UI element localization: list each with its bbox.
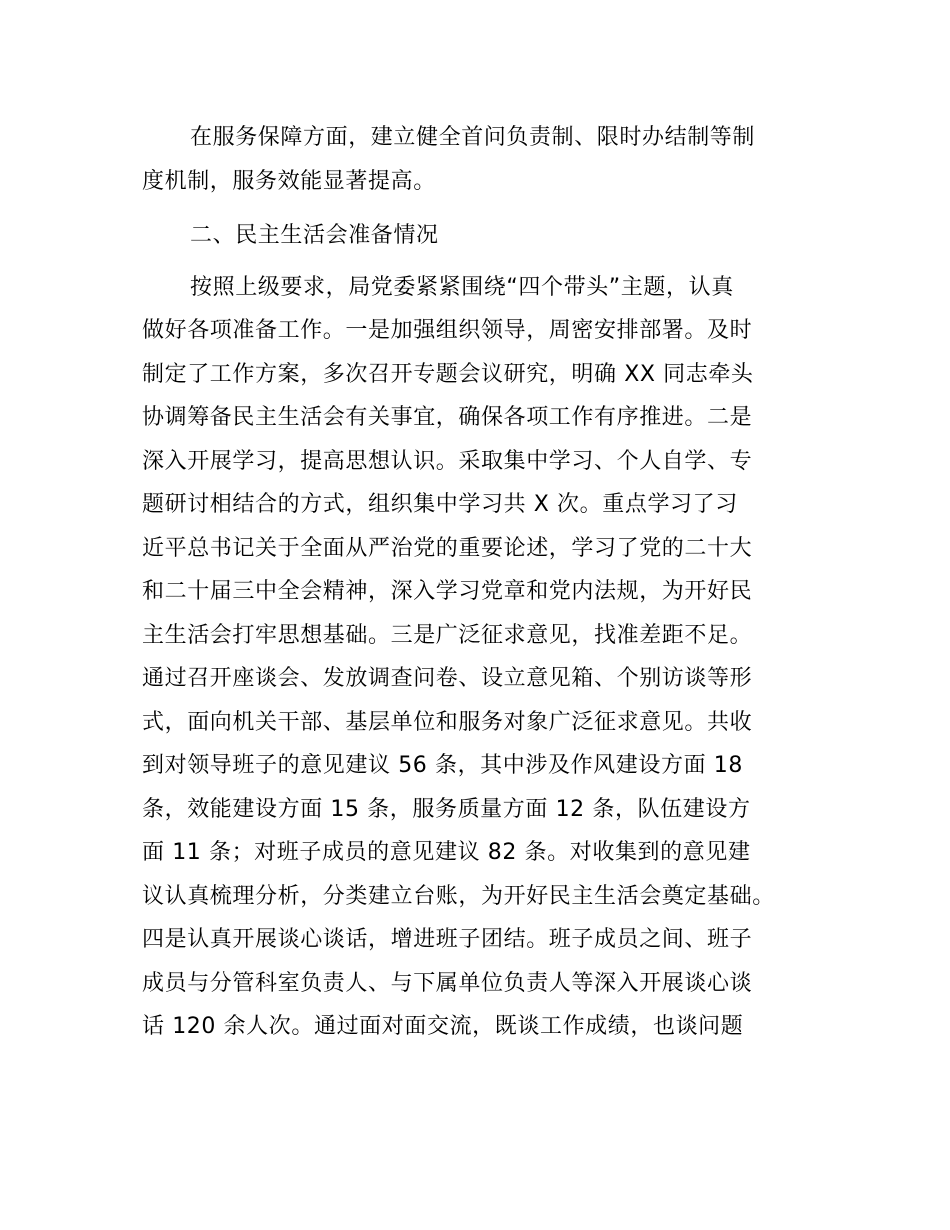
paragraph-line: 和二十届三中全会精神，深入学习党章和党内法规，为开好民 (142, 579, 753, 604)
section-heading: 二、民主生活会准备情况 (190, 223, 439, 248)
paragraph-line: 四是认真开展谈心谈话，增进班子团结。班子成员之间、班子 (142, 927, 753, 952)
paragraph-line: 条，效能建设方面 15 条，服务质量方面 12 条，队伍建设方 (142, 797, 751, 822)
paragraph-line: 主生活会打牢思想基础。三是广泛征求意见，找准差距不足。 (142, 623, 753, 648)
paragraph-line: 协调筹备民主生活会有关事宜，确保各项工作有序推进。二是 (142, 405, 753, 430)
paragraph-line: 面 11 条；对班子成员的意见建议 82 条。对收集到的意见建 (142, 840, 751, 865)
paragraph-line: 近平总书记关于全面从严治党的重要论述，学习了党的二十大 (142, 536, 753, 561)
paragraph-line: 式，面向机关干部、基层单位和服务对象广泛征求意见。共收 (142, 710, 753, 735)
paragraph-line: 在服务保障方面，建立健全首问负责制、限时办结制等制 (190, 125, 756, 150)
paragraph-line: 话 120 余人次。通过面对面交流，既谈工作成绩，也谈问题 (142, 1014, 744, 1039)
paragraph-line: 议认真梳理分析，分类建立台账，为开好民主生活会奠定基础。 (142, 884, 775, 909)
paragraph-line: 度机制，服务效能显著提高。 (142, 169, 436, 194)
paragraph-line: 深入开展学习，提高思想认识。采取集中学习、个人自学、专 (142, 449, 753, 474)
paragraph-line: 制定了工作方案，多次召开专题会议研究，明确 XX 同志牵头 (142, 362, 754, 387)
paragraph-line: 到对领导班子的意见建议 56 条，其中涉及作风建设方面 18 (142, 753, 743, 778)
paragraph-line: 题研讨相结合的方式，组织集中学习共 X 次。重点学习了习 (142, 492, 738, 517)
paragraph-line: 按照上级要求，局党委紧紧围绕“四个带头”主题，认真 (190, 275, 734, 300)
paragraph-line: 通过召开座谈会、发放调查问卷、设立意见箱、个别访谈等形 (142, 666, 753, 691)
paragraph-line: 做好各项准备工作。一是加强组织领导，周密安排部署。及时 (142, 318, 753, 343)
paragraph-line: 成员与分管科室负责人、与下属单位负责人等深入开展谈心谈 (142, 971, 753, 996)
